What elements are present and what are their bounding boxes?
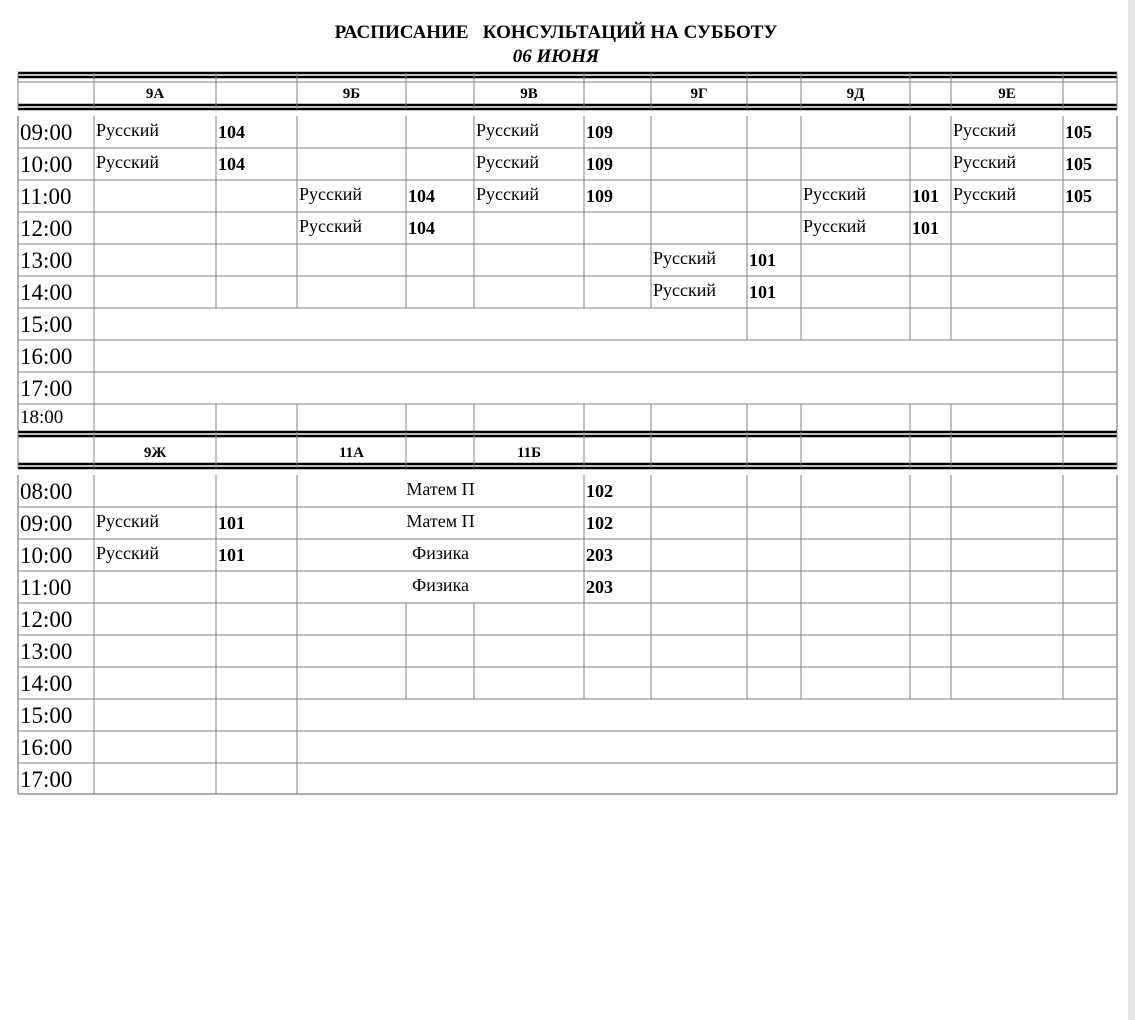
subject-cell: Русский [96, 152, 159, 172]
room-cell: 101 [749, 250, 776, 270]
subject-cell: Русский [803, 184, 866, 204]
page-subtitle-date: 06 ИЮНЯ [512, 46, 600, 67]
subject-cell: Физика [411, 575, 470, 595]
room-cell: 101 [218, 513, 245, 533]
time-label: 12:00 [20, 216, 73, 241]
room-cell: 101 [912, 218, 939, 238]
subject-cell: Матем П [406, 479, 475, 499]
room-cell: 104 [218, 122, 245, 142]
subject-cell: Русский [96, 543, 159, 563]
room-cell: 203 [586, 577, 613, 597]
time-label: 11:00 [20, 184, 72, 209]
time-label: 13:00 [20, 639, 73, 664]
subject-cell: Русский [953, 152, 1016, 172]
subject-cell: Матем П [406, 511, 475, 531]
time-label: 16:00 [20, 735, 73, 760]
time-label: 14:00 [20, 671, 73, 696]
class-header: 9Е [998, 86, 1016, 102]
class-header: 9Д [846, 86, 865, 102]
subject-cell: Русский [96, 120, 159, 140]
class-header: 9Г [690, 86, 708, 102]
room-cell: 101 [218, 545, 245, 565]
time-label: 10:00 [20, 152, 73, 177]
room-cell: 109 [586, 186, 613, 206]
time-label: 13:00 [20, 248, 73, 273]
subject-cell: Физика [411, 543, 470, 563]
room-cell: 105 [1065, 186, 1092, 206]
room-cell: 102 [586, 513, 613, 533]
time-label: 09:00 [20, 120, 73, 145]
room-cell: 102 [586, 481, 613, 501]
time-label: 18:00 [20, 407, 64, 428]
room-cell: 109 [586, 122, 613, 142]
class-header: 9А [145, 86, 165, 102]
room-cell: 203 [586, 545, 613, 565]
time-label: 12:00 [20, 607, 73, 632]
time-label: 11:00 [20, 575, 72, 600]
subject-cell: Русский [476, 120, 539, 140]
subject-cell: Русский [476, 152, 539, 172]
class-header: 11Б [516, 445, 542, 461]
room-cell: 101 [912, 186, 939, 206]
subject-cell: Русский [653, 248, 716, 268]
room-cell: 104 [408, 218, 435, 238]
time-label: 08:00 [20, 479, 73, 504]
room-cell: 101 [749, 282, 776, 302]
subject-cell: Русский [803, 216, 866, 236]
subject-cell: Русский [96, 511, 159, 531]
room-cell: 109 [586, 154, 613, 174]
room-cell: 104 [408, 186, 435, 206]
room-cell: 104 [218, 154, 245, 174]
room-cell: 105 [1065, 122, 1092, 142]
subject-cell: Русский [953, 184, 1016, 204]
room-cell: 105 [1065, 154, 1092, 174]
time-label: 17:00 [20, 767, 73, 792]
time-label: 10:00 [20, 543, 73, 568]
time-label: 15:00 [20, 312, 73, 337]
class-header: 9Ж [143, 445, 167, 461]
class-header: 9В [520, 86, 538, 102]
time-label: 14:00 [20, 280, 73, 305]
class-header: 11А [338, 445, 364, 461]
time-label: 09:00 [20, 511, 73, 536]
subject-cell: Русский [653, 280, 716, 300]
time-label: 15:00 [20, 703, 73, 728]
subject-cell: Русский [299, 184, 362, 204]
time-label: 16:00 [20, 344, 73, 369]
subject-cell: Русский [953, 120, 1016, 140]
subject-cell: Русский [299, 216, 362, 236]
page-title: РАСПИСАНИЕ КОНСУЛЬТАЦИЙ НА СУББОТУ [334, 22, 778, 43]
time-label: 17:00 [20, 376, 73, 401]
subject-cell: Русский [476, 184, 539, 204]
class-header: 9Б [342, 86, 361, 102]
